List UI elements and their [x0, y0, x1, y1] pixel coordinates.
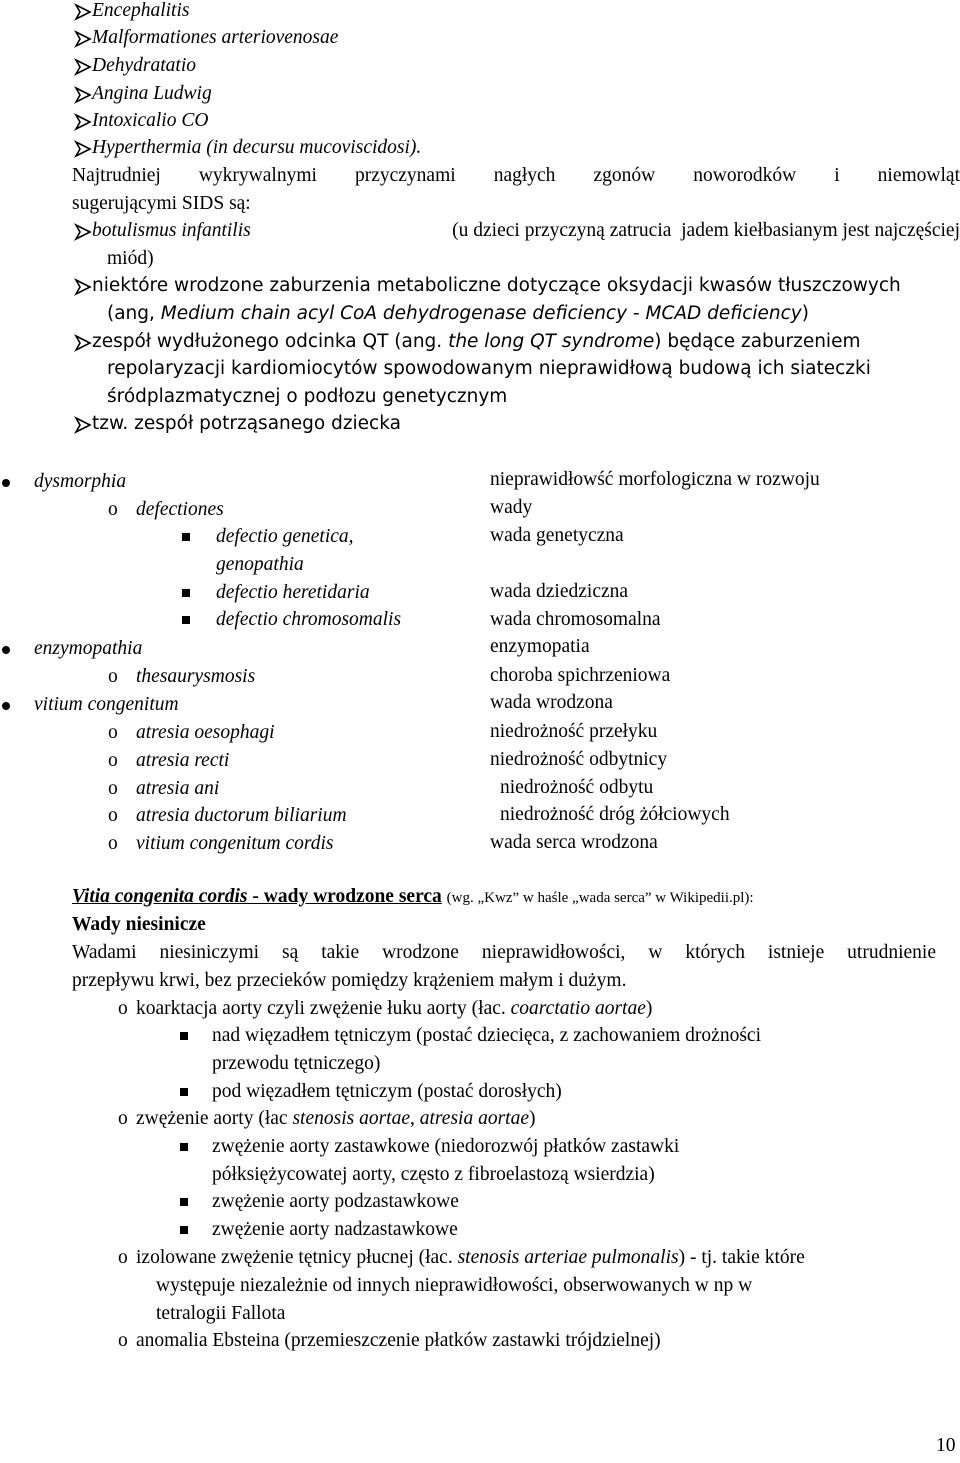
- mcad-term: Medium chain acyl CoA dehydrogenase deficiency - MCAD deficiency: [160, 303, 802, 324]
- zwezenie-text: zwężenie aorty (łac: [136, 1108, 288, 1129]
- square-bullet-icon: [180, 1226, 188, 1234]
- glossary-term: vitium congenitum: [34, 694, 179, 715]
- arrow-bullet-icon: [74, 416, 92, 434]
- glossary-term: enzymopathia: [34, 638, 143, 659]
- list-item: Intoxicalio CO: [92, 110, 209, 131]
- glossary-translation: nieprawidłowść morfologiczna w rozwoju: [490, 469, 820, 490]
- qt-start: zespół wydłużonego odcinka QT (ang.: [92, 331, 443, 352]
- arrow-bullet-icon: [74, 58, 92, 76]
- glossary-term: thesaurysmosis: [136, 666, 256, 687]
- izolowane-item: [136, 1247, 805, 1269]
- glossary-term: atresia ductorum biliarium: [136, 805, 347, 826]
- glossary-term: atresia recti: [136, 750, 230, 771]
- arrow-bullet-icon: [74, 3, 92, 21]
- list-item: Angina Ludwig: [92, 83, 212, 104]
- zwezenie-latin1: stenosis aortae: [292, 1108, 410, 1129]
- mcad-line2: [107, 303, 809, 325]
- o-bullet: o: [108, 778, 118, 799]
- koarktacja-sub1-cont: przewodu tętniczego): [212, 1053, 381, 1074]
- list-item: Dehydratatio: [92, 55, 196, 76]
- heading-latin: Vitia congenita cordis: [72, 886, 248, 907]
- qt-line3: śródplazmatycznej o podłozu genetycznym: [107, 386, 508, 407]
- square-bullet-icon: [182, 589, 190, 597]
- glossary-translation: enzymopatia: [490, 636, 590, 657]
- ebstein-item: anomalia Ebsteina (przemieszczenie płatków zastawki trójdzielnej): [136, 1330, 661, 1351]
- izolowane-text: izolowane zwężenie tętnicy płucnej (łac.: [136, 1247, 453, 1268]
- arrow-bullet-icon: [74, 30, 92, 48]
- square-bullet-icon: [180, 1198, 188, 1206]
- qt-line2: repolaryzacji kardiomiocytów spowodowanym nieprawidłową budową ich siateczki: [107, 358, 871, 379]
- o-bullet: o: [108, 833, 118, 854]
- qt-end: ) będące zaburzeniem: [654, 331, 861, 352]
- zwezenie-sub2: zwężenie aorty podzastawkowe: [212, 1191, 459, 1212]
- o-bullet: o: [108, 750, 118, 771]
- glossary-translation: choroba spichrzeniowa: [490, 665, 671, 686]
- glossary-translation: niedrożność przełyku: [490, 721, 658, 742]
- zwezenie-comma: ,: [410, 1108, 415, 1129]
- arrow-bullet-icon: [74, 86, 92, 104]
- heading-polish: - wady wrodzone serca: [247, 886, 442, 907]
- mcad-open: (ang,: [107, 303, 155, 324]
- mcad-line1: niektóre wrodzone zaburzenia metaboliczne dotyczące oksydacji kwasów tłuszczowych: [92, 275, 901, 296]
- sids-intro-line2: sugerującymi SIDS są:: [72, 193, 251, 214]
- paragraph-line1: Wadami niesiniczymi są takie wrodzone nieprawidłowości, w których istnieje utrudnienie: [72, 942, 936, 963]
- glossary-translation: wady: [490, 497, 533, 518]
- glossary-translation: niedrożność dróg żółciowych: [500, 804, 730, 825]
- list-item: Malformationes arteriovenosae: [92, 27, 339, 48]
- glossary-translation: wada wrodzona: [490, 692, 613, 713]
- sids-botulismus: [92, 220, 960, 242]
- bullet-dot-icon: [2, 646, 10, 654]
- izolowane-end: ) - tj. takie które: [678, 1247, 805, 1268]
- izolowane-cont2: tetralogii Fallota: [156, 1303, 286, 1324]
- o-bullet: o: [118, 998, 128, 1019]
- glossary-term: defectiones: [136, 499, 224, 520]
- o-bullet: o: [118, 1108, 128, 1129]
- glossary-translation: niedrożność odbytnicy: [490, 749, 668, 770]
- arrow-bullet-icon: [74, 140, 92, 158]
- o-bullet: o: [108, 499, 118, 520]
- o-bullet: o: [108, 805, 118, 826]
- zwezenie-latin2: atresia aortae: [419, 1108, 529, 1129]
- arrow-bullet-icon: [74, 334, 92, 352]
- subheading: Wady niesinicze: [72, 914, 206, 935]
- o-bullet: o: [108, 722, 118, 743]
- botulismus-term: botulismus infantilis: [92, 220, 251, 241]
- izolowane-cont1: występuje niezależnie od innych nieprawidłowości, obserwowanych w np w: [156, 1275, 753, 1296]
- square-bullet-icon: [180, 1143, 188, 1151]
- o-bullet: o: [108, 666, 118, 687]
- arrow-bullet-icon: [74, 223, 92, 241]
- izolowane-latin: stenosis arteriae pulmonalis: [457, 1247, 679, 1268]
- glossary-term: atresia ani: [136, 778, 220, 799]
- o-bullet: o: [118, 1247, 128, 1268]
- list-item: Hyperthermia (in decursu mucoviscidosi).: [92, 137, 422, 158]
- glossary-term: defectio chromosomalis: [216, 609, 402, 630]
- koarktacja-close: ): [645, 998, 653, 1019]
- qt-term: the long QT syndrome: [448, 331, 655, 352]
- glossary-translation: wada genetyczna: [490, 525, 624, 546]
- koarktacja-item: [136, 998, 652, 1020]
- zwezenie-close: ): [528, 1108, 536, 1129]
- zwezenie-item: [136, 1108, 535, 1130]
- glossary-term: defectio genetica,: [216, 526, 354, 547]
- glossary-term-cont: genopathia: [216, 554, 304, 575]
- koarktacja-latin: coarctatio aortae: [510, 998, 646, 1019]
- arrow-bullet-icon: [74, 113, 92, 131]
- square-bullet-icon: [180, 1088, 188, 1096]
- square-bullet-icon: [180, 1032, 188, 1040]
- glossary-translation: wada dziedziczna: [490, 581, 629, 602]
- bullet-dot-icon: [2, 702, 10, 710]
- botulismus-cont: miód): [107, 248, 154, 269]
- paragraph-line2: przepływu krwi, bez przecieków pomiędzy krążeniem małym i dużym.: [72, 970, 627, 991]
- glossary-translation: wada serca wrodzona: [490, 832, 658, 853]
- glossary-term: atresia oesophagi: [136, 722, 275, 743]
- o-bullet: o: [118, 1330, 128, 1351]
- glossary-term: dysmorphia: [34, 471, 127, 492]
- square-bullet-icon: [182, 616, 190, 624]
- source-note: (wg. „Kwz” w haśle „wada serca” w Wikipedii.pl):: [446, 890, 754, 906]
- koarktacja-text: koarktacja aorty czyli zwężenie łuku aorty (łac.: [136, 998, 506, 1019]
- glossary-term: vitium congenitum cordis: [136, 833, 334, 854]
- shaken-baby: tzw. zespół potrząsanego dziecka: [92, 413, 401, 434]
- sids-intro-line1: Najtrudniej wykrywalnymi przyczynami nagłych zgonów noworodków i niemowląt: [72, 165, 960, 186]
- zwezenie-sub3: zwężenie aorty nadzastawkowe: [212, 1219, 458, 1240]
- section-heading: [72, 886, 754, 909]
- koarktacja-sub1: nad więzadłem tętniczym (postać dziecięca, z zachowaniem drożności: [212, 1025, 761, 1046]
- square-bullet-icon: [182, 533, 190, 541]
- qt-line1: [92, 331, 860, 353]
- mcad-close: ): [801, 303, 809, 324]
- glossary-term: defectio heretidaria: [216, 582, 370, 603]
- zwezenie-sub1: zwężenie aorty zastawkowe (niedorozwój płatków zastawki: [212, 1136, 680, 1157]
- list-item: Encephalitis: [92, 0, 190, 21]
- koarktacja-sub2: pod więzadłem tętniczym (postać dorosłych): [212, 1081, 562, 1102]
- botulismus-text: (u dzieci przyczyną zatrucia jadem kiełbasianym jest najczęściej: [452, 220, 960, 241]
- glossary-translation: wada chromosomalna: [490, 609, 661, 630]
- bullet-dot-icon: [2, 479, 10, 487]
- page-number: 10: [936, 1435, 956, 1456]
- glossary-translation: niedrożność odbytu: [500, 777, 654, 798]
- arrow-bullet-icon: [74, 278, 92, 296]
- zwezenie-sub1-cont: półksiężycowatej aorty, często z fibroelastozą wsierdzia): [212, 1164, 655, 1185]
